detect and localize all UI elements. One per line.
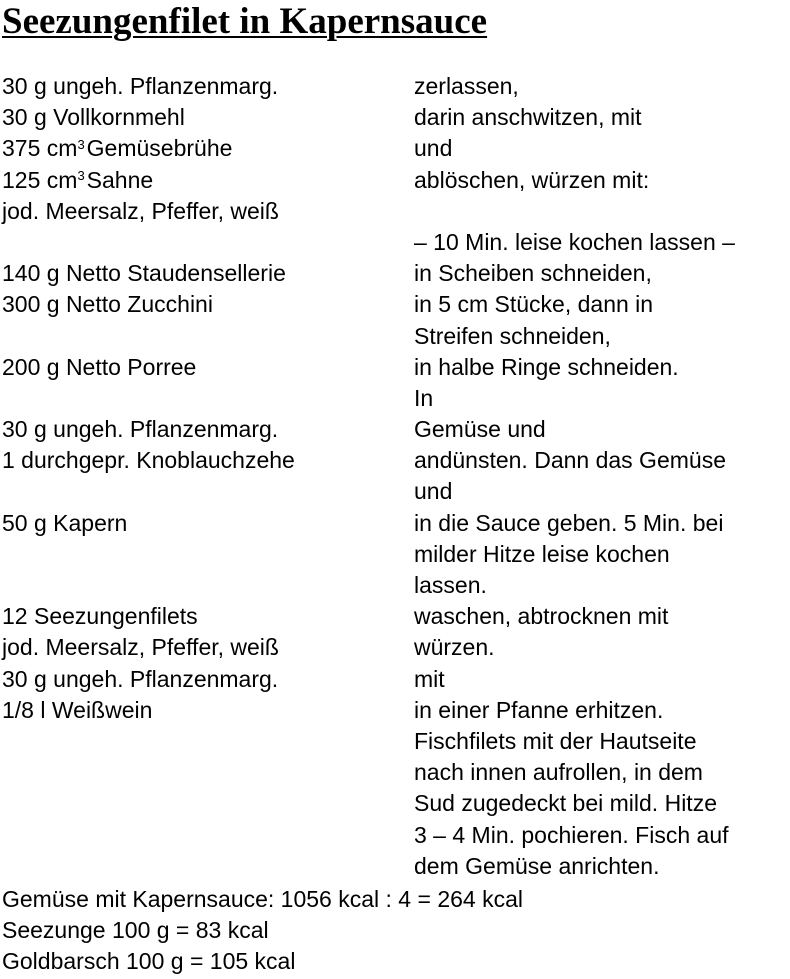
instruction: waschen, abtrocknen mit <box>414 603 669 630</box>
recipe-row <box>2 258 790 289</box>
recipe-row <box>2 321 790 352</box>
ingredient <box>2 570 414 601</box>
ingredient <box>2 476 414 507</box>
instruction: In <box>414 384 434 411</box>
ingredient: 30 g ungeh. Pflanzenmarg. <box>2 665 279 692</box>
unit-superscript: 3 <box>77 137 85 153</box>
ingredient: jod. Meersalz, Pfeffer, weiß <box>2 197 279 224</box>
instruction: nach innen aufrollen, in dem <box>414 759 703 786</box>
ingredient <box>2 757 414 788</box>
instruction: Sud zugedeckt bei mild. Hitze <box>414 790 717 817</box>
calorie-note: Seezunge 100 g = 83 kcal <box>2 917 269 944</box>
recipe-row <box>2 851 790 882</box>
instruction: in halbe Ringe schneiden. <box>414 353 679 380</box>
ingredient: 30 g Vollkornmehl <box>2 104 185 131</box>
instruction: ablöschen, würzen mit: <box>414 166 650 193</box>
recipe-row <box>2 71 790 102</box>
recipe-row <box>2 196 790 227</box>
recipe-row <box>2 757 790 788</box>
calorie-note: Gemüse mit Kapernsauce: 1056 kcal : 4 = 264 kcal <box>2 886 523 912</box>
recipe-row <box>2 664 790 695</box>
ingredient <box>2 383 414 414</box>
recipe-row <box>2 726 790 757</box>
ingredient <box>2 165 414 196</box>
instruction: dem Gemüse anrichten. <box>414 852 660 879</box>
instruction: würzen. <box>414 634 495 661</box>
ingredient: 200 g Netto Porree <box>2 353 197 380</box>
calorie-notes <box>2 884 523 978</box>
recipe-row <box>2 414 790 445</box>
recipe-row <box>2 289 790 320</box>
instruction: in 5 cm Stücke, dann in <box>414 291 654 318</box>
ingredient: 12 Seezungenfilets <box>2 603 198 630</box>
instruction: milder Hitze leise kochen <box>414 540 670 567</box>
recipe-row <box>2 352 790 383</box>
ingredient: 50 g Kapern <box>2 509 128 536</box>
recipe-row <box>2 695 790 726</box>
recipe-row <box>2 102 790 133</box>
recipe-row <box>2 133 790 164</box>
instruction: Streifen schneiden, <box>414 322 611 349</box>
instruction: – 10 Min. leise kochen lassen – <box>414 228 735 255</box>
ingredient <box>2 227 414 258</box>
ingredient: 1 durchgepr. Knoblauchzehe <box>2 447 295 474</box>
instruction: in die Sauce geben. 5 Min. bei <box>414 509 724 536</box>
ingredient-name: Gemüsebrühe <box>86 135 233 162</box>
instruction: in einer Pfanne erhitzen. <box>414 696 664 723</box>
instruction: und <box>414 478 453 505</box>
ingredient: 30 g ungeh. Pflanzenmarg. <box>2 73 279 99</box>
ingredient: 140 g Netto Staudensellerie <box>2 260 286 287</box>
recipe-row <box>2 601 790 632</box>
ingredient <box>2 788 414 819</box>
instruction <box>414 196 790 227</box>
instruction: darin anschwitzen, mit <box>414 104 642 131</box>
ingredient <box>2 133 414 164</box>
recipe-title: Seezungenfilet in Kapernsauce <box>2 1 488 42</box>
ingredient <box>2 820 414 851</box>
unit-superscript: 3 <box>77 168 85 184</box>
instruction: zerlassen, <box>414 73 519 99</box>
instruction: in Scheiben schneiden, <box>414 260 652 287</box>
instruction: Fischfilets mit der Hautseite <box>414 727 697 754</box>
recipe-row <box>2 539 790 570</box>
ingredient-amount: 375 cm <box>2 135 78 162</box>
recipe-row <box>2 165 790 196</box>
ingredient: jod. Meersalz, Pfeffer, weiß <box>2 634 279 661</box>
ingredient <box>2 321 414 352</box>
recipe-row <box>2 508 790 539</box>
ingredient-amount: 125 cm <box>2 166 78 193</box>
instruction: mit <box>414 665 445 692</box>
instruction: Gemüse und <box>414 416 546 443</box>
instruction: und <box>414 135 453 162</box>
ingredient-name: Sahne <box>86 166 154 193</box>
calorie-note: Goldbarsch 100 g = 105 kcal <box>2 948 296 975</box>
instruction: lassen. <box>414 572 487 598</box>
recipe-row <box>2 383 790 414</box>
recipe-steps-table <box>2 71 790 882</box>
recipe-row <box>2 445 790 476</box>
ingredient <box>2 726 414 757</box>
ingredient: 1/8 l Weißwein <box>2 696 153 723</box>
instruction: andünsten. Dann das Gemüse <box>414 447 726 474</box>
ingredient <box>2 851 414 882</box>
ingredient <box>2 539 414 570</box>
recipe-row <box>2 570 790 601</box>
recipe-row <box>2 788 790 819</box>
recipe-row <box>2 632 790 663</box>
recipe-row <box>2 820 790 851</box>
ingredient: 300 g Netto Zucchini <box>2 291 213 318</box>
instruction: 3 – 4 Min. pochieren. Fisch auf <box>414 821 729 848</box>
ingredient: 30 g ungeh. Pflanzenmarg. <box>2 416 279 443</box>
recipe-row <box>2 227 790 258</box>
recipe-row <box>2 476 790 507</box>
